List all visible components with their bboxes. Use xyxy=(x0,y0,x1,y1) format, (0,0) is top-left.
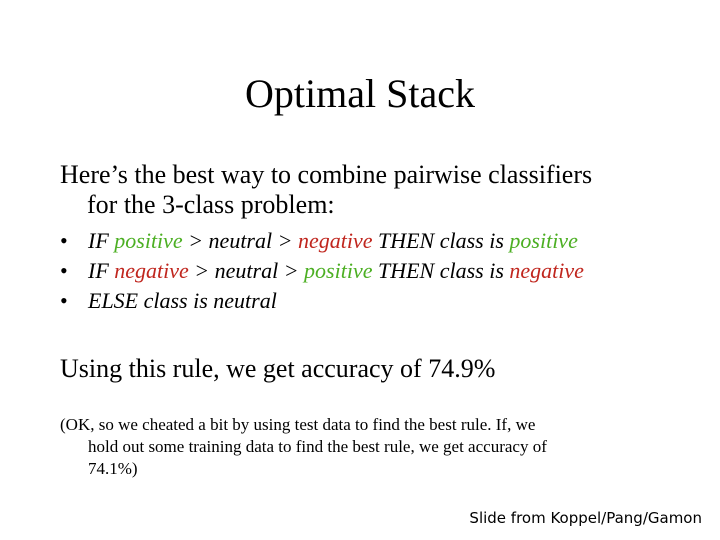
rule-text: IF xyxy=(88,258,115,283)
rule-text: > neutral > xyxy=(182,228,298,253)
rule-text: IF xyxy=(88,228,115,253)
footnote xyxy=(60,414,660,480)
rule-list xyxy=(60,226,680,316)
rule-item-positive xyxy=(60,226,680,256)
positive-term: positive xyxy=(304,258,373,283)
negative-term: negative xyxy=(297,228,373,253)
footnote-line-3: 74.1%) xyxy=(88,459,138,478)
rule-text: THEN class is xyxy=(372,258,510,283)
slide-title: Optimal Stack xyxy=(245,71,475,116)
intro-paragraph xyxy=(60,160,670,220)
bullet-marker: • xyxy=(60,258,68,283)
rule-text: THEN class is xyxy=(372,228,510,253)
rule-text: > neutral > xyxy=(188,258,305,283)
bullet-marker: • xyxy=(60,288,68,313)
negative-term: negative xyxy=(114,258,189,283)
rule-item-else xyxy=(60,286,680,316)
intro-line-2: for the 3-class problem: xyxy=(87,190,335,219)
accuracy-result: Using this rule, we get accuracy of 74.9% xyxy=(60,354,496,383)
bullet-marker: • xyxy=(60,228,68,253)
rule-item-negative xyxy=(60,256,680,286)
positive-term: positive xyxy=(114,228,183,253)
rule-text: ELSE class is neutral xyxy=(88,288,277,313)
positive-term: positive xyxy=(509,228,578,253)
intro-line-1: Here’s the best way to combine pairwise classifiers xyxy=(60,160,593,189)
footnote-line-2: hold out some training data to find the best rule, we get accuracy of xyxy=(88,437,547,456)
slide-credit: Slide from Koppel/Pang/Gamon xyxy=(469,509,702,527)
footnote-line-1: (OK, so we cheated a bit by using test data to find the best rule. If, we xyxy=(60,415,536,434)
negative-term: negative xyxy=(509,258,584,283)
